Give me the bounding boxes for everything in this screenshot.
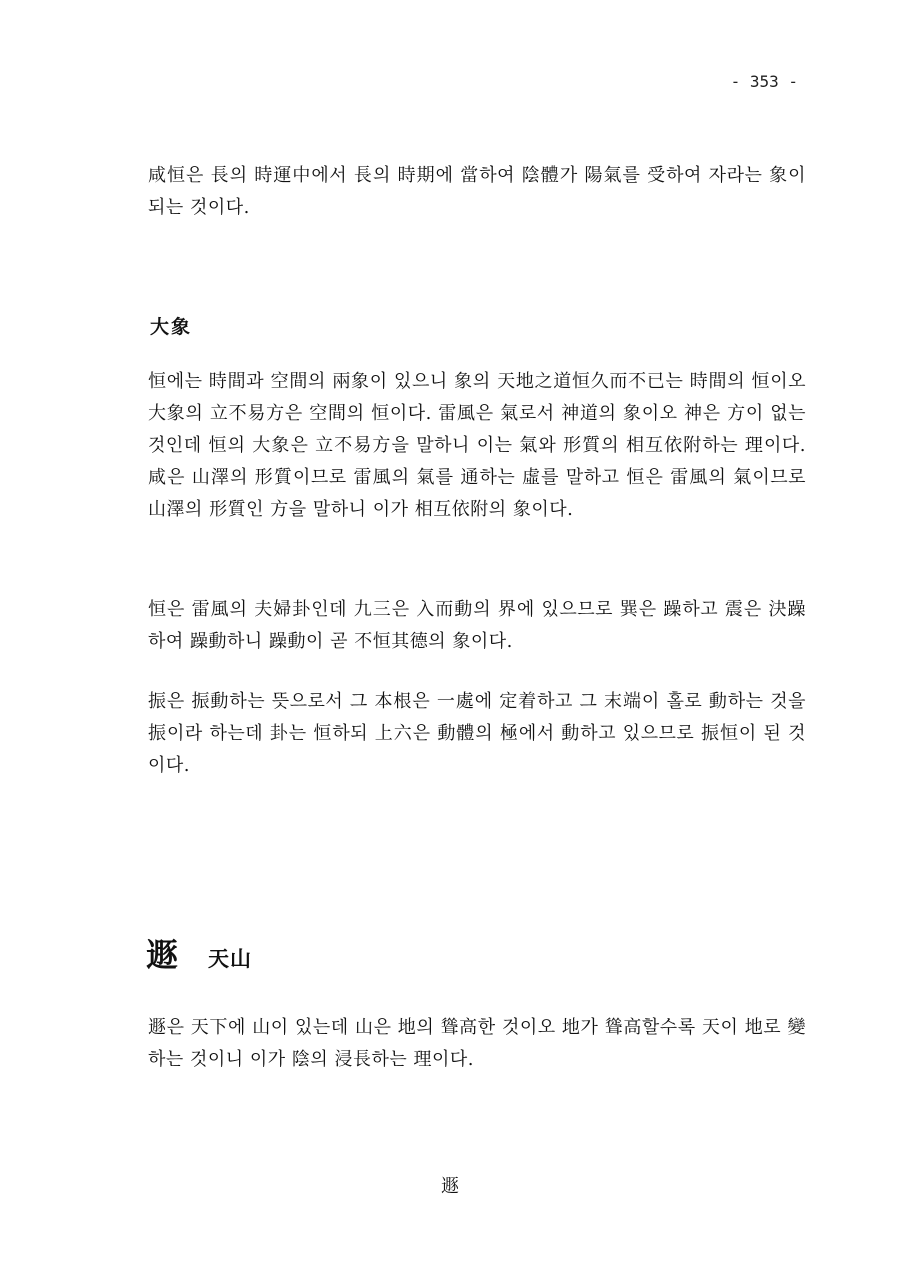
daxiang-paragraph-3: 振은 振動하는 뜻으로서 그 本根은 一處에 定着하고 그 末端이 홀로 動하는 것을 振이라 하는데 卦는 恒하되 上六은 動體의 極에서 動하고 있으므로 振恒이 된 것이다. [148,691,806,776]
page-number: - 353 - [730,72,798,91]
section-heading-daxiang: 大象 [150,316,193,338]
hexagram-symbol: 遯 [146,936,179,974]
footer-label: 遯 [441,1176,459,1197]
daxiang-paragraph-2: 恒은 雷風의 夫婦卦인데 九三은 入而動의 界에 있으므로 巽은 躁하고 震은 決躁하여 躁動하니 躁動이 곧 不恒其德의 象이다. [148,599,806,652]
hexagram-subtitle: 天山 [208,946,253,971]
intro-paragraph: 咸恒은 長의 時運中에서 長의 時期에 當하여 陰體가 陽氣를 受하여 자라는 象이 되는 것이다. [148,165,806,218]
hexagram-title [146,930,252,976]
dun-paragraph: 遯은 天下에 山이 있는데 山은 地의 聳高한 것이오 地가 聳高할수록 天이 地로 變하는 것이니 이가 陰의 浸長하는 理이다. [148,1017,806,1070]
daxiang-paragraph-1: 恒에는 時間과 空間의 兩象이 있으니 象의 天地之道恒久而不已는 時間의 恒이오 大象의 立不易方은 空間의 恒이다. 雷風은 氣로서 神道의 象이오 神은 方이 없는 것인데 恒의 大象은 立不易方을 말하니 이는 氣와 形質의 相互依附하는 理이다. 咸은 山澤의 形質이므로 雷風의 氣를 通하는 虛를 말하고 恒은 雷風의 氣이므로 山澤의 形質인 方을 말하니 이가 相互依附의 象이다. [148,371,806,520]
